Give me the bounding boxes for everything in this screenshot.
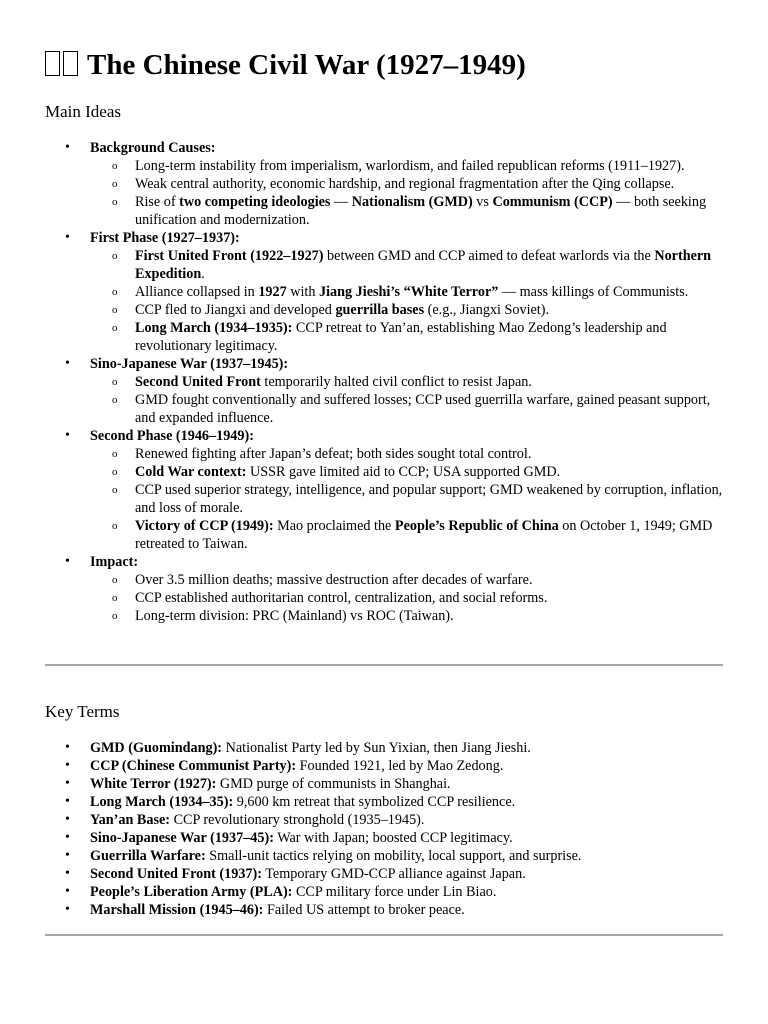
text: Alliance collapsed in xyxy=(135,284,259,300)
key-term-item xyxy=(45,739,723,757)
key-term-definition: Temporary GMD-CCP alliance against Japan. xyxy=(261,866,526,882)
bold-text: two competing ideologies xyxy=(179,194,331,210)
bold-text: Second United Front xyxy=(135,374,261,390)
section-item xyxy=(45,553,723,625)
key-term: Long March (1934–35): xyxy=(90,794,234,810)
bold-text: First United Front (1922–1927) xyxy=(135,248,324,264)
bold-text: People’s Republic of China xyxy=(394,518,559,534)
sub-list xyxy=(90,247,723,355)
bold-text: 1927 xyxy=(258,284,287,300)
text: CCP established authoritarian control, centralization, and social reforms. xyxy=(135,590,548,606)
key-term-definition: CCP revolutionary stronghold (1935–1945). xyxy=(170,812,425,828)
sub-item xyxy=(90,571,723,589)
section-item xyxy=(45,139,723,229)
sub-item xyxy=(90,247,723,283)
key-terms-list xyxy=(45,739,723,919)
key-term-item xyxy=(45,847,723,865)
text: — both seeking unification and modernization. xyxy=(135,194,707,228)
key-term-item xyxy=(45,811,723,829)
key-term-item xyxy=(45,901,723,919)
text: Rise of xyxy=(135,194,180,210)
key-term: Second United Front (1937): xyxy=(90,866,262,882)
key-term-definition: Founded 1921, led by Mao Zedong. xyxy=(296,758,504,774)
section-label: Sino-Japanese War (1937–1945): xyxy=(90,356,289,372)
key-term: Sino-Japanese War (1937–45): xyxy=(90,830,274,846)
text: CCP retreat to Yan’an, establishing Mao Zedong’s leadership and revolutionary legitimacy. xyxy=(135,320,667,354)
key-term-item xyxy=(45,757,723,775)
sub-item xyxy=(90,175,723,193)
bold-text: Jiang Jieshi’s “White Terror” xyxy=(319,284,499,300)
sub-item xyxy=(90,463,723,481)
text: Long-term instability from imperialism, warlordism, and failed republican reforms (1911–1927). xyxy=(135,158,685,174)
key-term-item xyxy=(45,793,723,811)
text: Weak central authority, economic hardship, and regional fragmentation after the Qing collapse. xyxy=(135,176,675,192)
sub-item xyxy=(90,373,723,391)
sub-item xyxy=(90,517,723,553)
key-term-definition: War with Japan; boosted CCP legitimacy. xyxy=(273,830,513,846)
sub-list xyxy=(90,373,723,427)
section-label: Impact: xyxy=(90,554,139,570)
sub-list xyxy=(90,445,723,553)
text: — mass killings of Communists. xyxy=(498,284,689,300)
key-term-definition: GMD purge of communists in Shanghai. xyxy=(216,776,451,792)
bold-text: Northern Expedition xyxy=(135,248,712,282)
key-term: CCP (Chinese Communist Party): xyxy=(90,758,297,774)
text: Renewed fighting after Japan’s defeat; both sides sought total control. xyxy=(135,446,532,462)
text: on October 1, 1949; GMD retreated to Taiwan. xyxy=(135,518,713,552)
key-term-item xyxy=(45,883,723,901)
sub-list xyxy=(90,571,723,625)
bold-text: Long March (1934–1935): xyxy=(135,320,293,336)
bold-text: Victory of CCP (1949): xyxy=(135,518,274,534)
key-term-item xyxy=(45,829,723,847)
text: (e.g., Jiangxi Soviet). xyxy=(424,302,550,318)
section-item xyxy=(45,229,723,355)
sub-item xyxy=(90,319,723,355)
key-term-definition: 9,600 km retreat that symbolized CCP resilience. xyxy=(233,794,516,810)
text: GMD fought conventionally and suffered losses; CCP used guerrilla warfare, gained peasant support, and expanded influence. xyxy=(135,392,711,426)
main-ideas-heading: Main Ideas xyxy=(45,102,122,121)
sub-item xyxy=(90,391,723,427)
sub-item xyxy=(90,193,723,229)
text: USSR gave limited aid to CCP; USA supported GMD. xyxy=(246,464,561,480)
sub-item xyxy=(90,607,723,625)
section-label: First Phase (1927–1937): xyxy=(90,230,240,246)
text: Over 3.5 million deaths; massive destruction after decades of warfare. xyxy=(135,572,533,588)
section-label: Second Phase (1946–1949): xyxy=(90,428,254,444)
text: CCP used superior strategy, intelligence, and popular support; GMD weakened by corruption, inflation, and loss of morale. xyxy=(135,482,723,516)
bold-text: Cold War context: xyxy=(135,464,247,480)
key-term-item xyxy=(45,865,723,883)
text: . xyxy=(201,266,205,282)
sub-item xyxy=(90,445,723,463)
text: vs xyxy=(472,194,493,210)
key-term-definition: Small-unit tactics relying on mobility, local support, and surprise. xyxy=(205,848,582,864)
key-term: GMD (Guomindang): xyxy=(90,740,223,756)
page-title-text: The Chinese Civil War (1927–1949) xyxy=(87,49,526,81)
box-glyph-icon xyxy=(45,51,60,76)
key-term-definition: Failed US attempt to broker peace. xyxy=(263,902,465,918)
sub-list xyxy=(90,157,723,229)
section-item xyxy=(45,427,723,553)
text: CCP fled to Jiangxi and developed xyxy=(135,302,336,318)
key-term-item xyxy=(45,775,723,793)
text: temporarily halted civil conflict to resist Japan. xyxy=(260,374,532,390)
text: with xyxy=(286,284,320,300)
bold-text: Nationalism (GMD) xyxy=(351,194,473,210)
section-divider xyxy=(45,934,723,936)
main-ideas-list xyxy=(45,139,723,625)
sub-item xyxy=(90,301,723,319)
text: Long-term division: PRC (Mainland) vs ROC (Taiwan). xyxy=(135,608,454,624)
key-term: People’s Liberation Army (PLA): xyxy=(90,884,293,900)
section-item xyxy=(45,355,723,427)
bold-text: guerrilla bases xyxy=(335,302,425,318)
bold-text: Communism (CCP) xyxy=(492,194,613,210)
title-icons xyxy=(45,46,81,84)
sub-item xyxy=(90,481,723,517)
sub-item xyxy=(90,589,723,607)
key-term: White Terror (1927): xyxy=(90,776,217,792)
sub-item xyxy=(90,157,723,175)
key-term-definition: Nationalist Party led by Sun Yixian, then Jiang Jieshi. xyxy=(222,740,531,756)
key-term: Yan’an Base: xyxy=(90,812,171,828)
text: between GMD and CCP aimed to defeat warlords via the xyxy=(323,248,655,264)
page-title xyxy=(45,46,526,84)
key-term-definition: CCP military force under Lin Biao. xyxy=(292,884,497,900)
key-term: Marshall Mission (1945–46): xyxy=(90,902,264,918)
sub-item xyxy=(90,283,723,301)
key-terms-heading: Key Terms xyxy=(45,702,120,721)
text: Mao proclaimed the xyxy=(273,518,395,534)
section-divider xyxy=(45,664,723,666)
text: — xyxy=(330,194,352,210)
section-label: Background Causes: xyxy=(90,140,216,156)
key-term: Guerrilla Warfare: xyxy=(90,848,206,864)
box-glyph-icon xyxy=(63,51,78,76)
